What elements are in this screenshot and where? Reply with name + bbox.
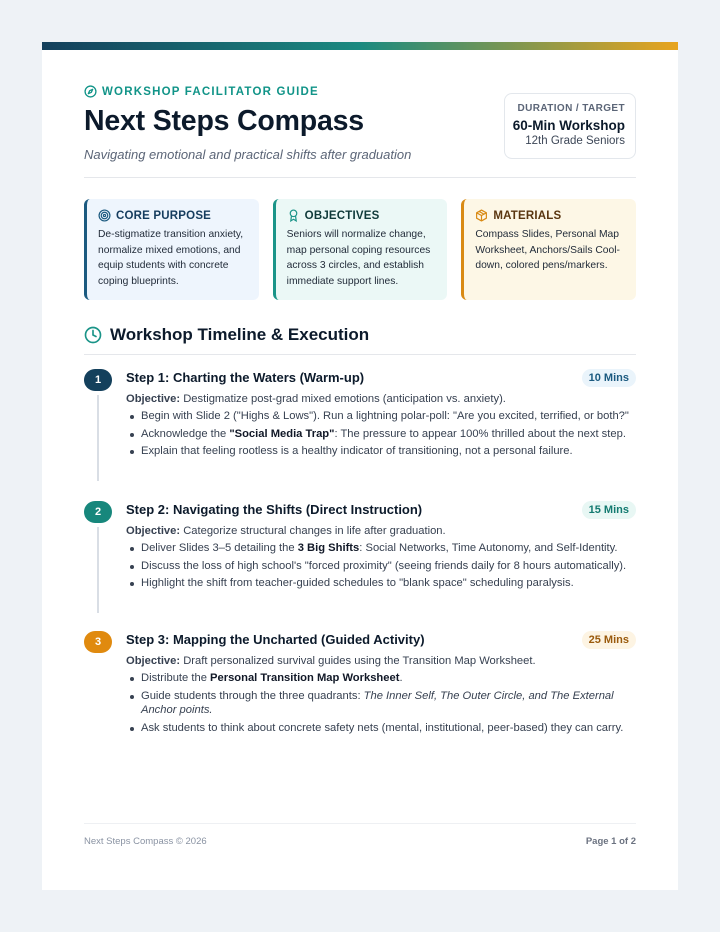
card-header — [98, 209, 249, 222]
bullet-text: Acknowledge the — [141, 427, 230, 440]
footer — [84, 823, 636, 847]
list-item — [126, 409, 636, 424]
card-header — [475, 209, 626, 222]
duration-target: 12th Grade Seniors — [525, 135, 625, 147]
bullet-text: Deliver Slides 3–5 detailing the — [141, 542, 298, 554]
summary-cards — [84, 199, 636, 300]
timeline-steps — [84, 369, 636, 751]
list-item — [126, 559, 636, 574]
gradient-top-bar — [42, 42, 678, 50]
page-subtitle: Navigating emotional and practical shifts after graduation — [84, 147, 412, 162]
duration-box — [504, 93, 636, 159]
step-title: Step 1: Charting the Waters (Warm-up) — [126, 370, 365, 385]
step-duration-badge: 15 Mins — [582, 501, 636, 519]
timeline-step — [84, 501, 636, 631]
page-number: Page 1 of 2 — [585, 836, 636, 847]
footer-copyright: Next Steps Compass © 2026 — [84, 836, 207, 847]
step-duration-badge: 10 Mins — [582, 369, 636, 387]
bullet-text: Discuss the loss of high school's "forced proximity" (seeing friends daily for 8 hours automatically). — [141, 559, 627, 572]
card-core-purpose — [84, 199, 259, 300]
card-body: Seniors will normalize change, map personal coping resources across 3 circles, and establish immediate support lines. — [286, 229, 431, 287]
list-item — [126, 576, 636, 591]
bullet-text: Begin with Slide 2 ("Highs & Lows"). Run a lightning polar-poll: "Are you excited, terrified, or both?" — [141, 410, 629, 422]
step-number-badge: 1 — [84, 369, 112, 391]
bullet-emphasis: 3 Big Shifts — [297, 542, 360, 554]
bullet-emphasis: "Social Media Trap" — [229, 427, 335, 440]
document-page — [42, 42, 678, 890]
list-item — [126, 541, 636, 556]
card-body: Compass Slides, Personal Map Worksheet, Anchors/Sails Cool-down, colored pens/markers. — [475, 229, 620, 272]
card-objectives — [273, 199, 448, 300]
objective-label: Objective: — [126, 525, 181, 537]
bullet-text: Guide students through the three quadrants: — [141, 689, 364, 702]
step-bullets — [126, 409, 636, 459]
bullet-emphasis: Personal Transition Map Worksheet — [210, 672, 400, 684]
timeline-connector — [97, 527, 99, 613]
objective-text: Draft personalized survival guides using the Transition Map Worksheet. — [183, 655, 536, 667]
step-number-badge: 3 — [84, 631, 112, 653]
page-title: Next Steps Compass — [84, 105, 364, 137]
bullet-italic: The Inner Self, The Outer Circle, and The External Anchor points. — [141, 689, 614, 716]
bullet-text: : Social Networks, Time Autonomy, and Self-Identity. — [359, 542, 618, 554]
step-number-badge: 2 — [84, 501, 112, 523]
bullet-text: Distribute the — [141, 672, 211, 684]
award-icon — [287, 209, 300, 222]
timeline-step — [84, 631, 636, 751]
card-title: MATERIALS — [493, 209, 562, 222]
target-icon — [98, 209, 111, 222]
bullet-text: Highlight the shift from teacher-guided schedules to "blank space" scheduling paralysis. — [141, 577, 574, 589]
step-title: Step 3: Mapping the Uncharted (Guided Activity) — [126, 632, 425, 647]
card-title: CORE PURPOSE — [116, 209, 212, 222]
list-item — [126, 671, 636, 686]
list-item — [126, 444, 636, 459]
timeline-heading — [84, 325, 636, 355]
list-item — [126, 427, 636, 442]
duration-value: 60-Min Workshop — [512, 118, 625, 133]
step-bullets — [126, 541, 636, 591]
list-item — [126, 689, 636, 718]
bullet-text: : The pressure to appear 100% thrilled about the next step. — [334, 427, 626, 440]
step-objective — [126, 392, 636, 406]
duration-label: DURATION / TARGET — [517, 103, 625, 114]
eyebrow-text: WORKSHOP FACILITATOR GUIDE — [102, 85, 319, 98]
objective-text: Categorize structural changes in life after graduation. — [183, 525, 446, 537]
timeline-title: Workshop Timeline & Execution — [110, 325, 370, 344]
step-objective — [126, 654, 636, 668]
step-bullets — [126, 671, 636, 735]
step-objective — [126, 524, 636, 538]
timeline-step — [84, 369, 636, 501]
header — [84, 50, 636, 178]
clock-icon — [84, 326, 102, 344]
card-title: OBJECTIVES — [304, 209, 380, 222]
bullet-text: . — [399, 672, 403, 684]
objective-label: Objective: — [126, 393, 181, 405]
eyebrow — [84, 85, 319, 98]
card-materials — [461, 199, 636, 300]
list-item — [126, 721, 636, 736]
card-header — [287, 209, 438, 222]
compass-icon — [84, 85, 97, 98]
step-title: Step 2: Navigating the Shifts (Direct Instruction) — [126, 502, 423, 517]
objective-text: Destigmatize post-grad mixed emotions (anticipation vs. anxiety). — [183, 393, 506, 405]
timeline-connector — [97, 395, 99, 481]
card-body: De-stigmatize transition anxiety, normalize mixed emotions, and equip students with concrete coping blueprints. — [98, 229, 244, 287]
objective-label: Objective: — [126, 655, 181, 667]
box-icon — [475, 209, 488, 222]
bullet-text: Explain that feeling rootless is a healthy indicator of transitioning, not a personal failure. — [141, 445, 573, 457]
step-duration-badge: 25 Mins — [582, 631, 636, 649]
bullet-text: Ask students to think about concrete safety nets (mental, institutional, peer-based) they can carry. — [141, 721, 624, 734]
